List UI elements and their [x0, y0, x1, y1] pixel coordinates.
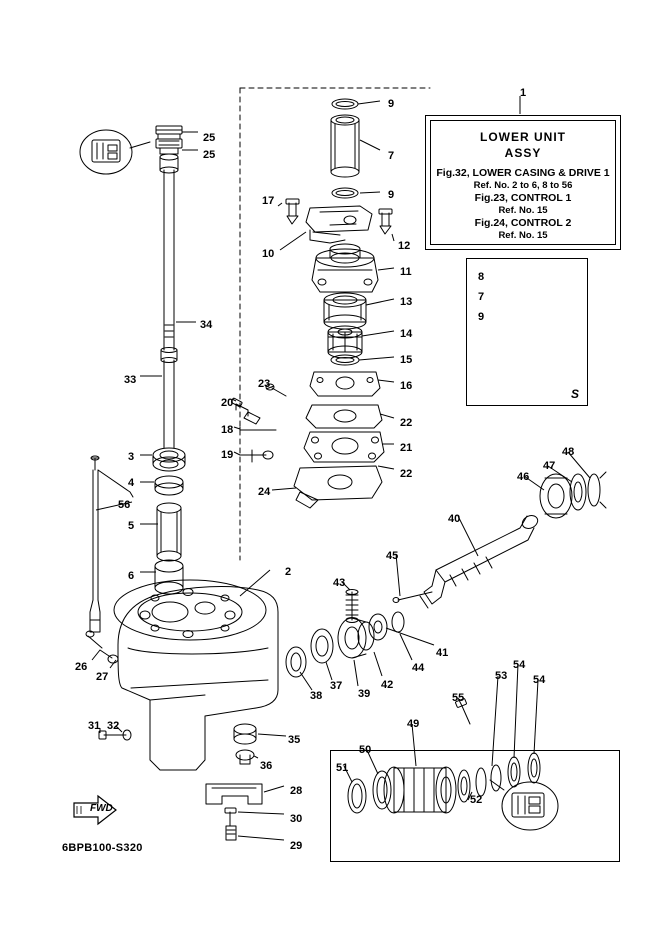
reference-entry-0-sub: Ref. No. 2 to 6, 8 to 56	[473, 180, 573, 191]
callout-14: 14	[400, 328, 413, 340]
reference-entry-2-main: Fig.24, CONTROL 2	[474, 217, 572, 229]
inset-box-s	[466, 258, 588, 406]
callout-51: 51	[336, 762, 349, 774]
fwd-label: FWD	[90, 803, 113, 814]
callout-42: 42	[381, 679, 394, 691]
callout-25-b: 25	[203, 149, 216, 161]
callout-44: 44	[412, 662, 425, 674]
reference-entry-0-main: Fig.32, LOWER CASING & DRIVE 1	[436, 167, 610, 179]
callout-18: 18	[221, 424, 234, 436]
inset-s-callout-7: 7	[478, 291, 485, 303]
callout-24: 24	[258, 486, 271, 498]
callout-38: 38	[310, 690, 323, 702]
callout-30: 30	[290, 813, 303, 825]
callout-49: 49	[407, 718, 420, 730]
inset-s-callout-8: 8	[478, 271, 485, 283]
callout-10: 10	[262, 248, 275, 260]
callout-47: 47	[543, 460, 556, 472]
callout-43: 43	[333, 577, 346, 589]
callout-22-a: 22	[400, 417, 413, 429]
callout-45: 45	[386, 550, 399, 562]
callout-35: 35	[288, 734, 301, 746]
part-code: 6BPB100-S320	[62, 842, 143, 854]
callout-50: 50	[359, 744, 372, 756]
callout-40: 40	[448, 513, 461, 525]
callout-46: 46	[517, 471, 530, 483]
reference-box	[425, 115, 621, 250]
callout-6: 6	[128, 570, 135, 582]
callout-26: 26	[75, 661, 88, 673]
reference-entry-1-main: Fig.23, CONTROL 1	[474, 192, 572, 204]
callout-41: 41	[436, 647, 449, 659]
callout-48: 48	[562, 446, 575, 458]
callout-20: 20	[221, 397, 234, 409]
callout-28: 28	[290, 785, 303, 797]
callout-15: 15	[400, 354, 413, 366]
callout-19: 19	[221, 449, 234, 461]
reference-entry-2-sub: Ref. No. 15	[498, 230, 548, 241]
callout-54-a: 54	[513, 659, 526, 671]
callout-29: 29	[290, 840, 303, 852]
callout-4: 4	[128, 477, 135, 489]
callout-11: 11	[400, 266, 412, 278]
callout-36: 36	[260, 760, 273, 772]
callout-37: 37	[330, 680, 343, 692]
callout-54-b: 54	[533, 674, 546, 686]
callout-32: 32	[107, 720, 120, 732]
callout-34: 34	[200, 319, 213, 331]
inset-s-label: S	[570, 387, 579, 401]
callout-16: 16	[400, 380, 413, 392]
callout-9-mid: 9	[388, 189, 395, 201]
reference-box-inner	[430, 120, 616, 245]
callout-13: 13	[400, 296, 413, 308]
reference-entry-1-sub: Ref. No. 15	[498, 205, 548, 216]
callout-27: 27	[96, 671, 109, 683]
reference-title-line1: LOWER UNIT	[480, 130, 566, 144]
reference-title-line2: ASSY	[504, 146, 542, 160]
callout-5: 5	[128, 520, 135, 532]
callout-17: 17	[262, 195, 275, 207]
callout-39: 39	[358, 688, 371, 700]
callout-21: 21	[400, 442, 413, 454]
callout-56: 56	[118, 499, 131, 511]
inset-box-bearing-carrier	[330, 750, 620, 862]
fwd-direction-arrow	[68, 793, 134, 827]
callout-52: 52	[470, 794, 483, 806]
callout-9-top: 9	[388, 98, 395, 110]
callout-33: 33	[124, 374, 137, 386]
callout-31: 31	[88, 720, 101, 732]
callout-53: 53	[495, 670, 508, 682]
callout-23: 23	[258, 378, 271, 390]
callout-1: 1	[520, 87, 527, 99]
callout-55: 55	[452, 692, 465, 704]
callout-3: 3	[128, 451, 135, 463]
inset-s-callout-9: 9	[478, 311, 485, 323]
callout-22-b: 22	[400, 468, 413, 480]
callout-12: 12	[398, 240, 411, 252]
callout-2: 2	[285, 566, 292, 578]
callout-25-a: 25	[203, 132, 216, 144]
callout-7: 7	[388, 150, 395, 162]
